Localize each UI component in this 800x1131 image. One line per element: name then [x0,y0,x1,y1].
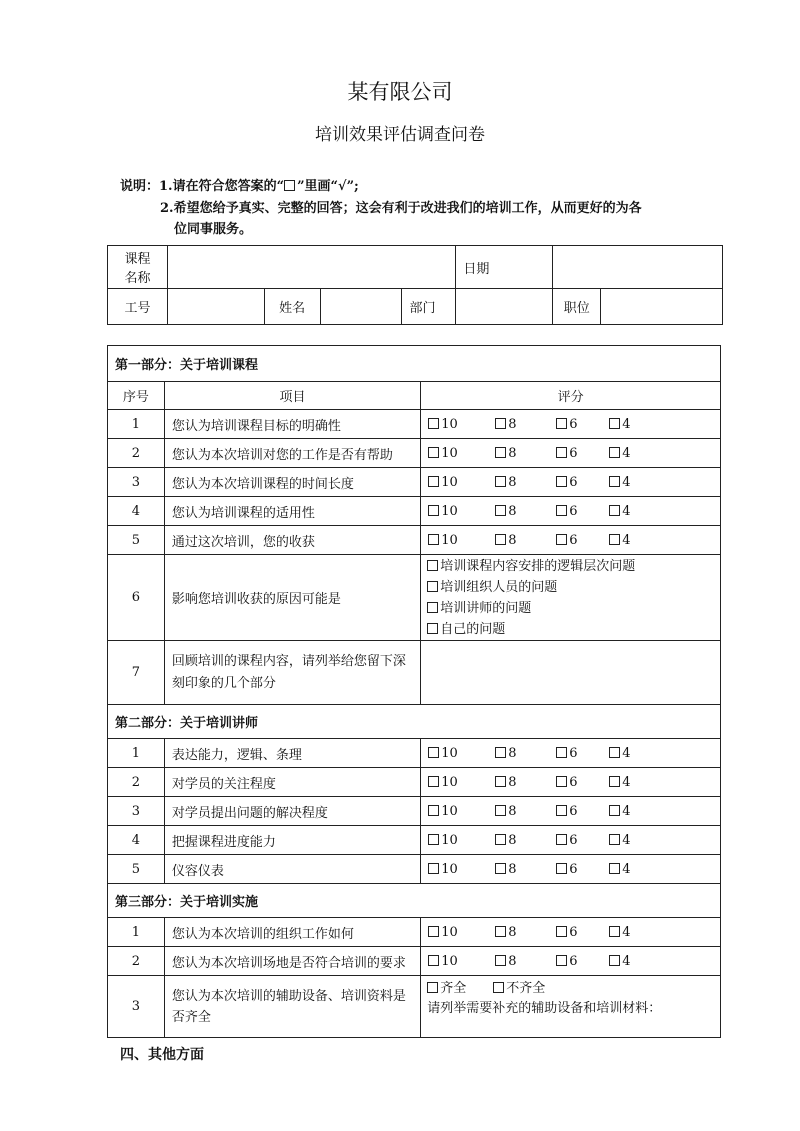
row-item-line-1: 回顾培训的课程内容，请列举给您留下深 [171,653,406,669]
score-label: 6 [569,745,578,761]
survey-row-p3-3 [108,976,721,1038]
score-label: 4 [622,474,631,490]
score-label: 10 [441,832,458,848]
checkbox-icon [495,534,506,545]
row-number: 3 [108,976,165,1038]
score-label: 8 [508,953,517,969]
row-number: 2 [108,768,165,797]
survey-row [108,855,721,884]
checkbox-icon [427,623,438,634]
checkbox-icon [556,476,567,487]
row-number: 1 [108,739,165,768]
score-label: 6 [569,532,578,548]
part-two-title: 第二部分：关于培训讲师 [108,705,721,739]
checkbox-icon [428,955,439,966]
column-header-row [108,382,721,410]
score-label: 4 [622,745,631,761]
checkbox-icon [556,505,567,516]
score-label: 10 [441,774,458,790]
checkbox-icon [428,863,439,874]
row-item: 仪容仪表 [164,855,420,884]
score-label: 8 [508,416,517,432]
survey-row [108,739,721,768]
score-option-10[interactable] [428,446,495,461]
reason-option[interactable] [421,556,720,577]
instructions-text-1: 1.请在符合您答案的“ [159,179,285,194]
score-option-8[interactable] [495,746,556,761]
score-option-4[interactable] [609,533,630,548]
score-group [421,475,720,490]
score-label: 6 [569,474,578,490]
checkbox-icon [427,602,438,613]
score-group [421,833,720,848]
score-option-4[interactable] [609,833,630,848]
score-group [421,746,720,761]
row-number: 2 [108,947,165,976]
score-options [421,410,721,439]
score-group [421,417,720,432]
checkbox-icon [556,805,567,816]
col-header-score: 评分 [421,382,721,410]
row-number: 4 [108,497,165,526]
checkbox-icon [428,834,439,845]
row-item: 对学员提出问题的解决程度 [164,797,420,826]
row-number: 1 [108,918,165,947]
score-option-4[interactable] [609,417,630,432]
checkbox-icon [609,834,620,845]
row-item-line-1: 您认为本次培训的辅助设备、培训资料是 [171,988,406,1004]
row-number: 3 [108,468,165,497]
checkbox-icon [609,476,620,487]
score-label: 4 [622,532,631,548]
score-option-4[interactable] [609,775,630,790]
score-option-8[interactable] [495,775,556,790]
score-option-4[interactable] [609,862,630,877]
score-label: 4 [622,953,631,969]
score-label: 8 [508,474,517,490]
score-label: 8 [508,774,517,790]
row-number: 5 [108,526,165,555]
row-item: 表达能力，逻辑、条理 [164,739,420,768]
survey-row [108,918,721,947]
survey-title: 培训效果评估调查问卷 [315,125,485,145]
reason-option-label: 培训组织人员的问题 [440,579,558,595]
score-label: 4 [622,445,631,461]
score-option-10[interactable] [428,775,495,790]
score-label: 6 [569,832,578,848]
checkbox-icon [428,505,439,516]
score-label: 4 [622,861,631,877]
score-group [421,533,720,548]
score-label: 6 [569,445,578,461]
score-label: 4 [622,774,631,790]
score-label: 4 [622,803,631,819]
name-field[interactable] [320,289,402,325]
checkbox-icon [495,418,506,429]
checkbox-icon [609,747,620,758]
score-option-10[interactable] [428,833,495,848]
row-number: 6 [108,555,165,641]
score-label: 10 [441,532,458,548]
checkbox-icon [609,926,620,937]
score-label: 8 [508,745,517,761]
score-option-6[interactable] [556,417,609,432]
col-header-item: 项目 [164,382,420,410]
instructions-line-1 [120,175,359,194]
part-three-title: 第三部分：关于培训实施 [108,884,721,918]
checkbox-icon [609,805,620,816]
score-option-10[interactable] [428,925,495,940]
score-option-6[interactable] [556,775,609,790]
score-label: 10 [441,803,458,819]
score-option-6[interactable] [556,504,609,519]
score-group [421,954,720,969]
score-label: 10 [441,474,458,490]
score-label: 6 [569,953,578,969]
checkbox-icon [495,805,506,816]
row-item: 对学员的关注程度 [164,768,420,797]
score-label: 4 [622,416,631,432]
section-four-heading: 四、其他方面 [120,1047,204,1063]
score-options [421,526,721,555]
checkbox-icon [427,982,438,993]
checkbox-icon [284,180,295,191]
reason-option-label: 培训讲师的问题 [440,600,532,616]
checkbox-icon [556,955,567,966]
instructions-label: 说明： [120,179,160,194]
score-group [421,446,720,461]
score-label: 6 [569,774,578,790]
option-complete[interactable] [427,979,493,999]
reason-option-label: 培训课程内容安排的逻辑层次问题 [440,558,636,574]
row-item: 通过这次培训，您的收获 [164,526,420,555]
score-option-8[interactable] [495,446,556,461]
score-label: 6 [569,416,578,432]
reason-option[interactable] [421,619,720,640]
score-label: 10 [441,953,458,969]
row-item-line-2: 刻印象的几个部分 [171,675,276,691]
score-options [421,826,721,855]
checkbox-icon [609,534,620,545]
score-options [421,768,721,797]
score-label: 8 [508,445,517,461]
checkbox-icon [556,863,567,874]
score-label: 8 [508,832,517,848]
score-label: 10 [441,745,458,761]
option-incomplete[interactable] [493,981,545,996]
course-name-label [108,246,168,289]
survey-row-7 [108,641,721,705]
checkbox-icon [428,476,439,487]
score-group [421,775,720,790]
checkbox-icon [556,834,567,845]
score-options [421,797,721,826]
checkbox-icon [495,476,506,487]
row-number: 4 [108,826,165,855]
checkbox-icon [556,747,567,758]
date-field[interactable] [553,246,723,289]
course-label-line-1: 课程 [124,252,151,267]
instructions-text-1-tail: ”里画“√”; [297,179,359,194]
score-label: 8 [508,532,517,548]
score-label: 4 [622,924,631,940]
row-number: 5 [108,855,165,884]
checkbox-icon [428,747,439,758]
col-header-no: 序号 [108,382,165,410]
score-label: 8 [508,861,517,877]
row-item: 影响您培训收获的原因可能是 [164,555,420,641]
survey-row [108,947,721,976]
score-option-6[interactable] [556,746,609,761]
course-name-field[interactable] [167,246,456,289]
score-option-10[interactable] [428,746,495,761]
row-item [164,641,420,705]
score-option-4[interactable] [609,504,630,519]
score-option-10[interactable] [428,417,495,432]
score-option-6[interactable] [556,804,609,819]
score-option-8[interactable] [495,475,556,490]
score-label: 10 [441,416,458,432]
score-option-6[interactable] [556,925,609,940]
score-option-10[interactable] [428,862,495,877]
score-option-8[interactable] [495,504,556,519]
row-item: 把握课程进度能力 [164,826,420,855]
score-options [421,739,721,768]
checkbox-icon [493,982,504,993]
checkbox-icon [428,447,439,458]
checkbox-icon [495,447,506,458]
survey-row [108,468,721,497]
score-options [421,468,721,497]
checkbox-icon [495,747,506,758]
score-label: 10 [441,861,458,877]
score-label: 8 [508,503,517,519]
name-label: 姓名 [264,289,320,325]
score-options [421,918,721,947]
checkbox-icon [428,418,439,429]
score-label: 10 [441,503,458,519]
score-option-8[interactable] [495,417,556,432]
position-label: 职位 [553,289,601,325]
part-one-row [108,346,721,382]
score-option-8[interactable] [495,533,556,548]
checkbox-icon [609,863,620,874]
row-item-line-2: 否齐全 [171,1009,211,1025]
equipment-prompt: 请列举需要补充的辅助设备和培训材料： [427,1001,662,1016]
score-label: 4 [622,503,631,519]
score-label: 10 [441,445,458,461]
checkbox-icon [495,955,506,966]
score-option-8[interactable] [495,804,556,819]
score-option-4[interactable] [609,804,630,819]
equipment-choice-line [421,979,720,999]
checkbox-icon [556,776,567,787]
reason-option[interactable] [421,577,720,598]
checkbox-icon [556,534,567,545]
checkbox-icon [427,560,438,571]
checkbox-icon [495,776,506,787]
position-field[interactable] [601,289,723,325]
score-option-8[interactable] [495,833,556,848]
score-label: 6 [569,503,578,519]
score-option-6[interactable] [556,954,609,969]
survey-row [108,526,721,555]
score-option-10[interactable] [428,954,495,969]
checkbox-icon [609,505,620,516]
row-number: 1 [108,410,165,439]
checkbox-icon [428,776,439,787]
checkbox-icon [495,926,506,937]
checkbox-icon [609,418,620,429]
score-label: 6 [569,924,578,940]
row-number: 2 [108,439,165,468]
score-options [421,497,721,526]
row-item: 您认为本次培训的组织工作如何 [164,918,420,947]
score-label: 10 [441,924,458,940]
score-option-4[interactable] [609,746,630,761]
info-table [107,245,723,325]
equipment-options [421,976,721,1038]
row-number: 3 [108,797,165,826]
score-label: 8 [508,924,517,940]
score-group [421,862,720,877]
checkbox-icon [556,418,567,429]
score-option-10[interactable] [428,504,495,519]
reason-options [421,555,721,641]
checkbox-icon [495,834,506,845]
score-option-10[interactable] [428,533,495,548]
option-complete-label: 齐全 [440,981,467,996]
part-two-row [108,705,721,739]
score-option-10[interactable] [428,804,495,819]
row-item [164,976,420,1038]
survey-row-6 [108,555,721,641]
score-option-4[interactable] [609,925,630,940]
score-label: 8 [508,803,517,819]
row-item: 您认为本次培训场地是否符合培训的要求 [164,947,420,976]
course-label-line-2: 名称 [124,271,151,286]
survey-row [108,797,721,826]
reason-option[interactable] [421,598,720,619]
checkbox-icon [428,805,439,816]
survey-row [108,410,721,439]
score-option-4[interactable] [609,954,630,969]
department-label: 部门 [402,289,456,325]
score-group [421,504,720,519]
row-item: 您认为培训课程的适用性 [164,497,420,526]
survey-row [108,826,721,855]
department-field[interactable] [456,289,553,325]
checkbox-icon [556,926,567,937]
score-option-6[interactable] [556,833,609,848]
score-option-6[interactable] [556,533,609,548]
survey-row [108,768,721,797]
checkbox-icon [609,955,620,966]
reason-option-label: 自己的问题 [440,621,506,637]
row-item: 您认为培训课程目标的明确性 [164,410,420,439]
survey-row [108,497,721,526]
checkbox-icon [609,776,620,787]
option-incomplete-label: 不齐全 [506,981,546,996]
checkbox-icon [495,505,506,516]
score-options [421,947,721,976]
score-option-8[interactable] [495,925,556,940]
score-label: 4 [622,832,631,848]
instructions-line-2: 2.希望您给予真实、完整的回答；这会有利于改进我们的培训工作，从而更好的为各 [160,201,642,216]
employee-id-label: 工号 [108,289,168,325]
row-item: 您认为本次培训课程的时间长度 [164,468,420,497]
score-option-8[interactable] [495,862,556,877]
part-three-row [108,884,721,918]
checkbox-icon [427,581,438,592]
score-options [421,855,721,884]
company-name: 某有限公司 [347,80,453,104]
score-option-6[interactable] [556,862,609,877]
score-option-6[interactable] [556,475,609,490]
row-item: 您认为本次培训对您的工作是否有帮助 [164,439,420,468]
checkbox-icon [609,447,620,458]
employee-id-field[interactable] [167,289,264,325]
checkbox-icon [428,534,439,545]
part-one-title: 第一部分：关于培训课程 [108,346,721,382]
score-group [421,804,720,819]
instructions-line-3: 位同事服务。 [174,222,253,237]
answer-field[interactable] [421,641,721,705]
score-options [421,439,721,468]
checkbox-icon [556,447,567,458]
survey-row [108,439,721,468]
score-option-8[interactable] [495,954,556,969]
score-option-4[interactable] [609,446,630,461]
date-label: 日期 [456,246,553,289]
score-label: 6 [569,803,578,819]
score-option-4[interactable] [609,475,630,490]
score-label: 6 [569,861,578,877]
row-number: 7 [108,641,165,705]
score-option-10[interactable] [428,475,495,490]
survey-table [107,345,721,1038]
score-group [421,925,720,940]
checkbox-icon [495,863,506,874]
score-option-6[interactable] [556,446,609,461]
checkbox-icon [428,926,439,937]
